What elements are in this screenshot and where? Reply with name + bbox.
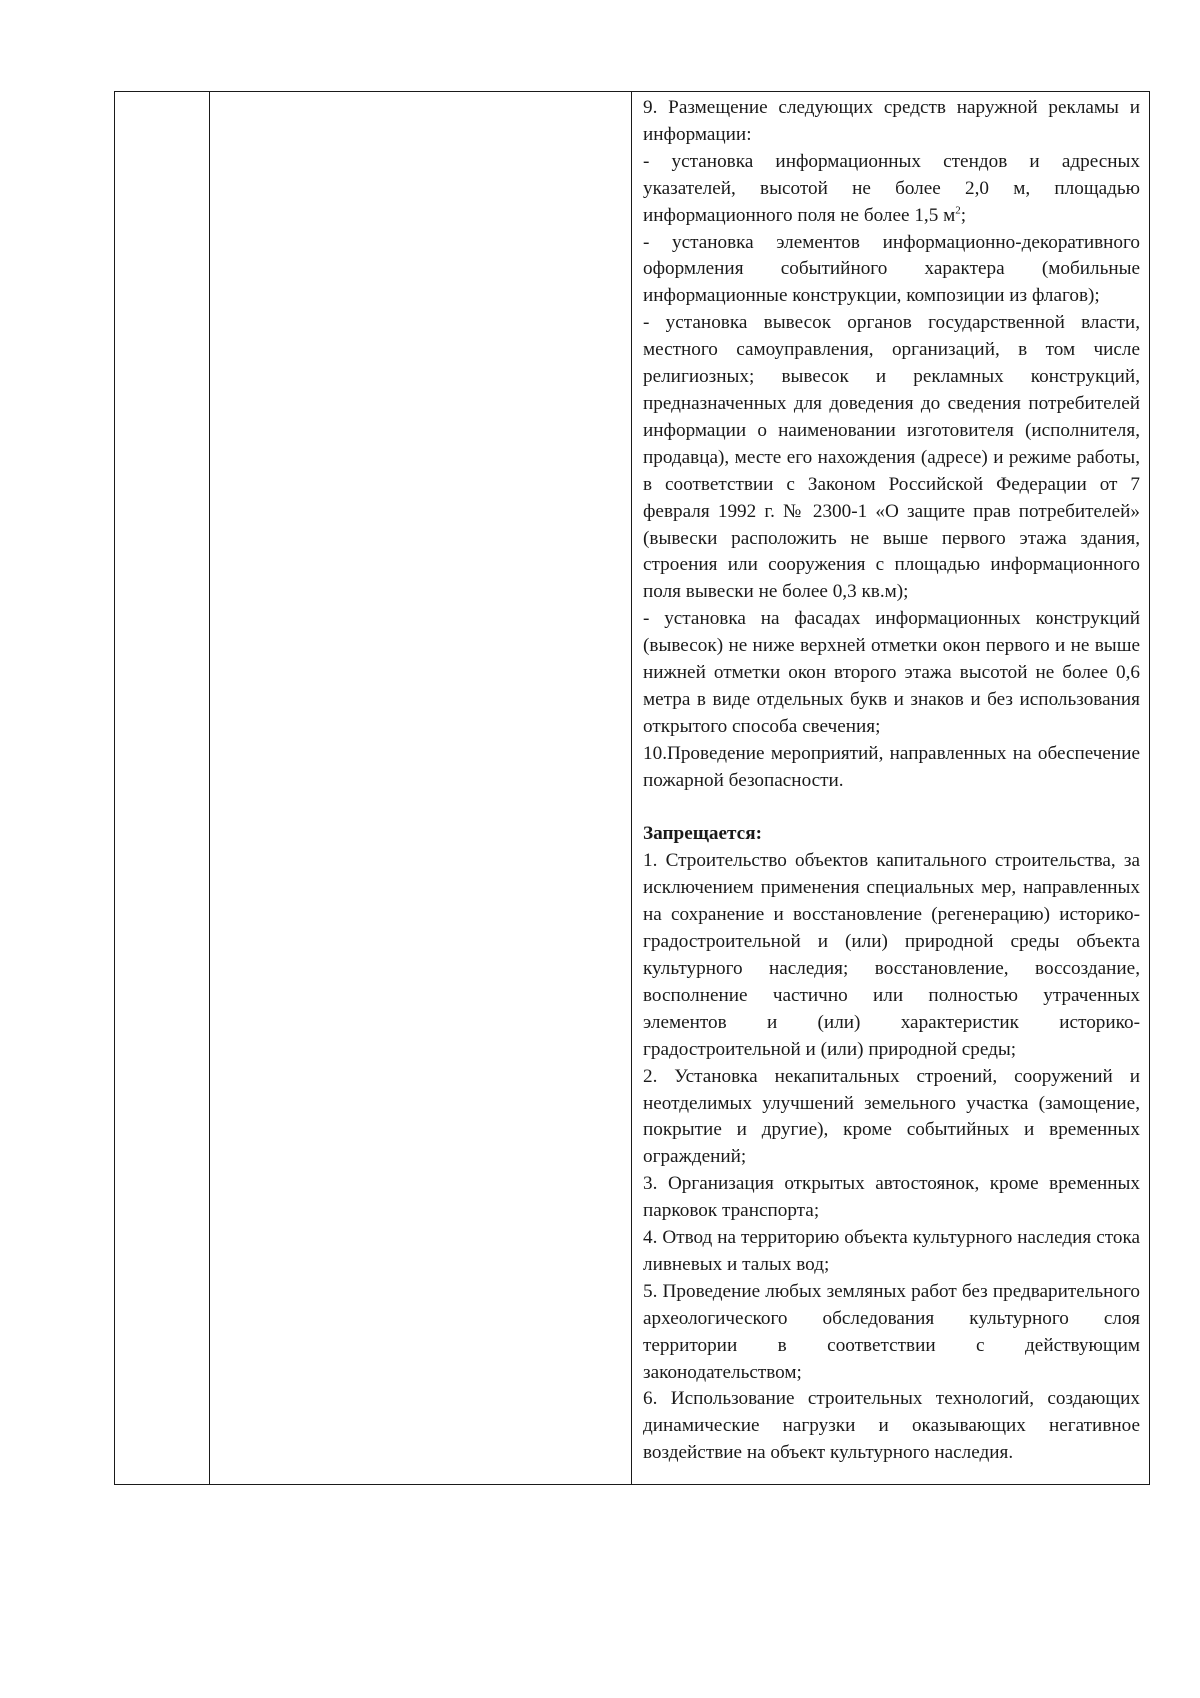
- prohibited-item-6: 6. Использование строительных технологий, создающих динамические нагрузки и оказывающих негативное воздействие на объект культурного наследия.: [643, 1388, 1140, 1464]
- area-unit-superscript: 2: [955, 204, 961, 217]
- allowed-item-info-stands-text: - установка информационных стендов и адресных указателей, высотой не более 2,0 м, площадью информационного поля не более 1,5 м: [643, 150, 1140, 226]
- section-spacer: [643, 795, 1140, 822]
- prohibited-item-4: 4. Отвод на территорию объекта культурного наследия стока ливневых и талых вод;: [643, 1227, 1140, 1275]
- allowed-item-info-stands: [643, 149, 1140, 230]
- table-cell-number: [115, 92, 210, 1485]
- prohibited-item-5: 5. Проведение любых земляных работ без предварительного археологического обследования культурного слоя территории в соответствии с действующим законодательством;: [643, 1280, 1140, 1383]
- prohibited-item-1: 1. Строительство объектов капитального строительства, за исключением применения специальных мер, направленных на сохранение и восстановление (регенерацию) историко-градостроительной и (или) природной среды объекта культурного наследия; восстановление, воссоздание, восполнение частично или полностью утраченных элементов и (или) характеристик историко-градостроительной и (или) природной среды;: [643, 850, 1140, 1060]
- area-unit-suffix: ;: [960, 204, 967, 226]
- table-row: [115, 92, 1150, 1485]
- table-cell-name: [210, 92, 632, 1485]
- regulations-content: [632, 92, 1149, 1467]
- prohibited-item-3: 3. Организация открытых автостоянок, кроме временных парковок транспорта;: [643, 1173, 1140, 1222]
- allowed-item-facade-signs: - установка на фасадах информационных конструкций (вывесок) не ниже верхней отметки окон первого и не выше нижней отметки окон второго этажа высотой не более 0,6 метра в виде отдельных букв и знаков и без использования открытого способа свечения;: [643, 608, 1140, 737]
- allowed-item-signboards: - установка вывесок органов государственной власти, местного самоуправления, организаций, в том числе религиозных; вывесок и рекламных конструкций, предназначенных для доведения до сведения потребителей информации о наименовании изготовителя (исполнителя, продавца), месте его нахождения (адресе) и режиме работы, в соответствии с Законом Российской Федерации от 7 февраля 1992 г. № 2300-1 «О защите прав потребителей» (вывески расположить не выше первого этажа здания, строения или сооружения с площадью информационного поля вывески не более 0,3 кв.м);: [643, 312, 1140, 603]
- allowed-item-decorative: - установка элементов информационно-декоративного оформления событийного характера (мобильные информационные конструкции, композиции из флагов);: [643, 231, 1140, 307]
- table-cell-regulations: [632, 92, 1150, 1485]
- document-table: [114, 91, 1150, 1485]
- allowed-item-10: 10.Проведение мероприятий, направленных на обеспечение пожарной безопасности.: [643, 742, 1140, 791]
- allowed-item-9: 9. Размещение следующих средств наружной рекламы и информации:: [643, 97, 1140, 145]
- prohibited-item-2: 2. Установка некапитальных строений, сооружений и неотделимых улучшений земельного участка (замощение, покрытие и другие), кроме событийных и временных ограждений;: [643, 1065, 1140, 1168]
- prohibited-heading: Запрещается:: [643, 823, 762, 845]
